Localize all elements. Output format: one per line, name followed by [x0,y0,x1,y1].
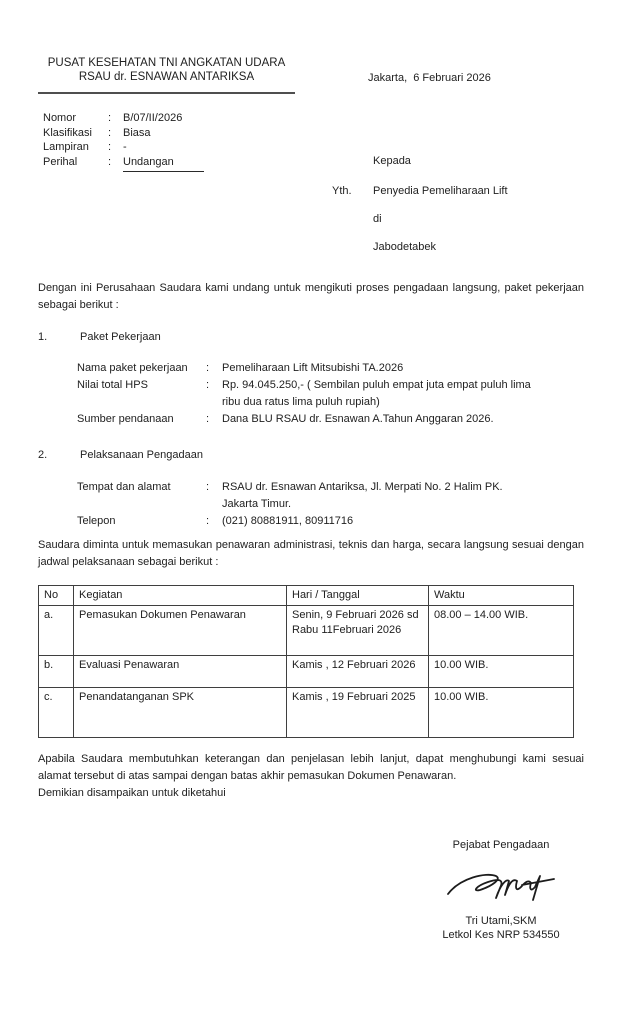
table-row [39,656,574,688]
closing-line: Demikian disampaikan untuk diketahui [38,787,226,799]
meta-label: Nomor [43,112,77,124]
section1-number: 1. [38,331,48,343]
item-value-line: (021) 80881911, 80911716 [222,515,354,527]
cell-kegiatan: Evaluasi Penawaran [74,656,287,688]
item-value-line: Rp. 94.045.250,- ( Sembilan puluh empat juta empat puluh lima [222,379,531,391]
table-row [39,606,574,656]
meta-label: Lampiran [43,141,89,154]
meta-colon: : [108,141,112,154]
addressee-line1: Penyedia Pemeliharaan Lift [373,185,508,197]
addressee-block [332,184,508,268]
cell-waktu: 08.00 – 14.00 WIB. [429,606,574,656]
meta-row-nomor [43,111,204,126]
item-colon: : [206,362,210,374]
item-label: Nama paket pekerjaan [77,362,188,374]
item-colon: : [206,481,210,493]
letterhead-line1: PUSAT KESEHATAN TNI ANGKATAN UDARA [47,57,286,69]
closing-block [38,751,584,802]
cell-kegiatan: Penandatanganan SPK [74,688,287,738]
section1-title [38,330,161,344]
meta-row-lampiran [43,140,204,155]
item-nama-paket [77,360,584,377]
item-colon: : [206,379,210,391]
header-waktu: Waktu [429,586,574,606]
item-colon: : [206,413,210,425]
cell-hari: Kamis , 12 Februari 2026 [287,656,429,688]
yth-label: Yth. [332,185,352,197]
meta-row-perihal [43,155,204,172]
cell-hari: Senin, 9 Februari 2026 sd Rabu 11Februari 2026 [287,606,429,656]
item-label: Tempat dan alamat [77,481,171,493]
item-label: Sumber pendanaan [77,413,174,425]
signature-name: Tri Utami,SKM [465,915,537,927]
header-no: No [39,586,74,606]
section2-title-text: Pelaksanaan Pengadaan [80,449,203,461]
cell-hari: Kamis , 19 Februari 2025 [287,688,429,738]
section1-items [77,360,584,428]
item-value [222,513,584,530]
addressee-line2: di [373,213,382,225]
meta-colon: : [108,156,112,169]
section2-title [38,448,203,462]
item-value-line: ribu dua ratus lima puluh rupiah) [222,396,380,408]
cell-no: b. [39,656,74,688]
cell-kegiatan: Pemasukan Dokumen Penawaran [74,606,287,656]
dateline: Jakarta, 6 Februari 2026 [368,72,491,84]
item-value [222,411,584,428]
meta-value-perihal: Undangan [123,155,204,172]
schedule-table [38,585,574,738]
signature-block [405,838,597,942]
meta-colon: : [108,112,112,124]
closing-paragraph: Apabila Saudara membutuhkan keterangan dan penjelasan lebih lanjut, dapat menghubungi kami sesuai alamat tersebut di atas sampai dengan batas akhir pemasukan Dokumen Penawaran. [38,753,584,782]
meta-label: Perihal [43,156,78,169]
kepada-label: Kepada [373,155,411,167]
item-value [222,479,584,513]
item-value-line: RSAU dr. Esnawan Antariksa, Jl. Merpati No. 2 Halim PK. [222,481,503,493]
item-label: Telepon [77,515,116,527]
item-nilai-hps [77,377,584,411]
item-sumber-pendanaan [77,411,584,428]
section1-title-text: Paket Pekerjaan [80,331,161,343]
item-value [222,360,584,377]
schedule-intro-paragraph: Saudara diminta untuk memasukan penawaran administrasi, teknis dan harga, secara langsung sesuai dengan jadwal pelaksanaan sebagai berikut : [38,539,584,568]
section2-number: 2. [38,449,48,461]
signature-title: Pejabat Pengadaan [452,839,550,851]
item-value-line: Jakarta Timur. [222,498,292,510]
item-value [222,377,584,411]
letterhead [38,56,295,94]
item-label: Nilai total HPS [77,379,148,391]
table-header-row [39,586,574,606]
signature-icon [442,868,560,906]
cell-no: c. [39,688,74,738]
item-telepon [77,513,584,530]
meta-value: B/07/II/2026 [123,112,183,124]
item-tempat-alamat [77,479,584,513]
cell-waktu: 10.00 WIB. [429,656,574,688]
meta-block [43,111,204,172]
item-value-line: Pemeliharaan Lift Mitsubishi TA.2026 [222,362,404,374]
header-kegiatan: Kegiatan [74,586,287,606]
header-hari-tanggal: Hari / Tanggal [287,586,429,606]
addressee-lines [373,184,508,268]
addressee-line3: Jabodetabek [373,241,436,253]
signature-rank: Letkol Kes NRP 534550 [442,929,560,941]
table-row [39,688,574,738]
meta-value: Biasa [123,126,151,139]
meta-value: - [123,141,127,154]
item-colon: : [206,515,210,527]
section2-items [77,479,584,530]
meta-colon: : [108,126,112,139]
cell-waktu: 10.00 WIB. [429,688,574,738]
cell-no: a. [39,606,74,656]
intro-paragraph: Dengan ini Perusahaan Saudara kami undang untuk mengikuti proses pengadaan langsung, paket pekerjaan sebagai berikut : [38,282,584,311]
meta-row-klasifikasi [43,126,204,141]
meta-label: Klasifikasi [43,126,92,139]
letterhead-line2: RSAU dr. ESNAWAN ANTARIKSA [78,71,255,83]
item-value-line: Dana BLU RSAU dr. Esnawan A.Tahun Anggaran 2026. [222,413,494,425]
